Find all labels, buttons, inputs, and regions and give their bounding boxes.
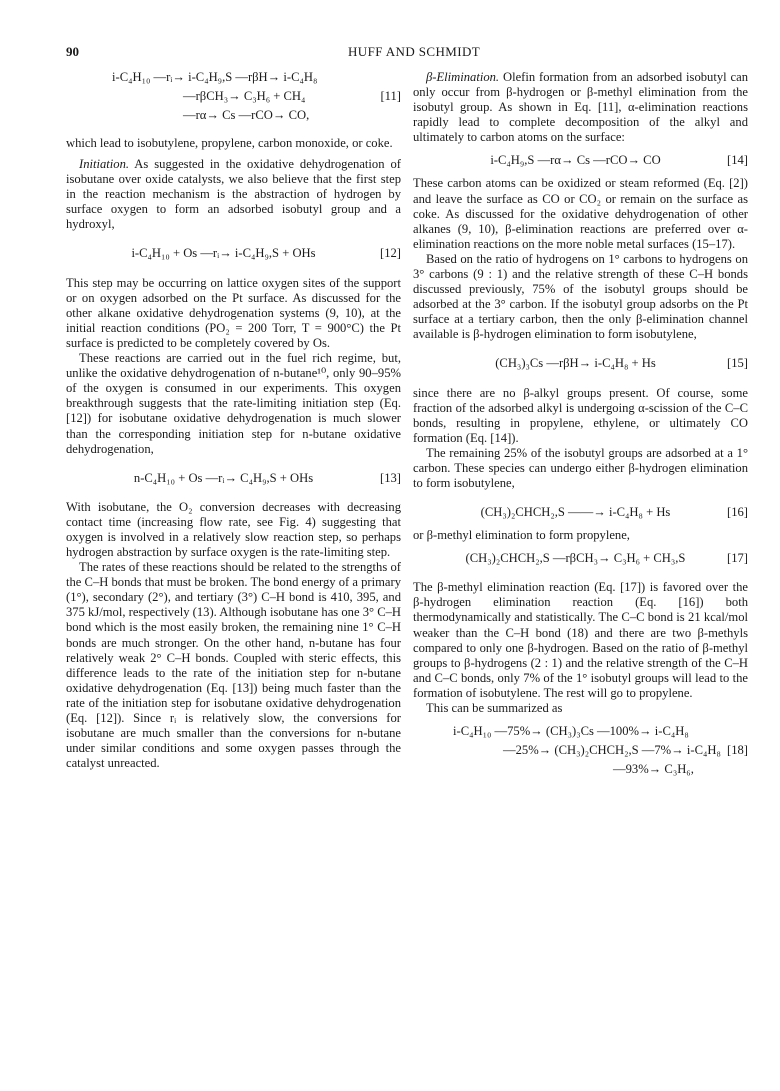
paragraph-text: As suggested in the oxidative dehydrogenation of isobutane over oxide catalysts, we also believe that the first step in the reaction mechanism is the abstraction of hydrogen by surface oxygen to form an adsorbed isobutyl group and a hydroxyl, [66,157,401,232]
equation-11-line-1: i-C₄H₁₀ —rᵢ→ i-C₄H₉,S —rβH→ i-C₄H₈ [112,70,318,84]
equation-17 [413,551,748,566]
equation-12-body: i-C₄H₁₀ + Os —rᵢ→ i-C₄H₉,S + OHs [131,246,316,261]
paragraph: or β-methyl elimination to form propylene, [413,528,630,543]
paragraph: Based on the ratio of hydrogens on 1° carbons to hydrogens on 3° carbons (9 : 1) and the relative strength of these C–H bonds discussed previously, 75% of the isobutyl groups should be adsorbed at the 3° carbon. If the isobutyl group adsorbs on the Pt surface at a tertiary carbon, then the only β-elimination channel available is β-hydrogen elimination to form isobutylene, [413,251,748,342]
equation-15-body: (CH₃)₃Cs —rβH→ i-C₄H₈ + Hs [495,356,656,371]
paragraph: The rates of these reactions should be related to the strengths of the C–H bonds that must be broken. The bond energy of a primary (1°), secondary (2°), and tertiary (3°) C–H bond is 410, 395, and 375 kJ/mol, respectively (13). Although isobutane has one 3° C–H bond which is the most easily broken, the remaining nine 1° C–H bonds are much stronger. On the other hand, n-butane has four relatively weak 2° C–H bonds. Coupled with steric effects, this difference leads to the rate of the initiation step for n-butane oxidative dehydrogenation (Eq. [13]) being much faster than the rate of the initiation step for isobutane oxidative dehydrogenation (Eq. [12]). Since rᵢ is relatively slow, the conversions for isobutane are much smaller than the conversions for n-butane under similar conditions and some oxygen passes through the catalyst unreacted. [66,560,401,771]
paragraph: This can be summarized as [426,701,563,715]
paragraph: The β-methyl elimination reaction (Eq. [17]) is favored over the β-hydrogen elimination reaction (Eq. [16]) both thermodynamically and statistically. The C–C bond is 21 kcal/mol weaker than the C–H bond (18) and there are two β-methyls compared to only one β-hydrogen. Based on the ratio of β-methyl groups to β-hydrogens (2 : 1) and the relative strength of the C–H and C–C bonds, only 7% of the 1° isobutyl groups will lead to the formation of isobutylene. The rest will go to propylene. [413,580,748,700]
equation-11 [66,70,401,128]
left-column [66,70,401,771]
paragraph-beta-elimination [413,70,748,145]
paragraph-text: Olefin formation from an adsorbed isobutyl can only occur from β-hydrogen or β-methyl elimination from the isobutyl group. As shown in Eq. [11], α-elimination reactions rapidly lead to complete decomposition of the alkyl and ultimately to carbon atoms on the surface: [413,70,748,145]
equation-18-line-2: —25%→ (CH₃)₂CHCH₂,S —7%→ i-C₄H₈ [503,743,721,758]
page-number: 90 [66,44,79,59]
paragraph: With isobutane, the O₂ conversion decreases with decreasing contact time (increasing flow rate, see Fig. 4) suggesting that oxygen is involved in a relatively slow reaction step, so perhaps hydrogen abstraction by surface oxygen is the rate-limiting step. [66,499,401,559]
equation-14 [413,153,748,168]
equation-18 [413,724,748,782]
equation-12-number: [12] [380,246,401,261]
equation-16-number: [16] [727,505,748,520]
running-head: HUFF AND SCHMIDT [348,44,481,59]
equation-18-number: [18] [727,743,748,758]
paragraph: This step may be occurring on lattice oxygen sites of the support or on oxygen adsorbed on the Pt surface. As discussed for the other alkane oxidative dehydrogenation systems (9, 10), at the initial reaction conditions (PO₂ = 200 Torr, T = 900°C) the Pt surface is predicted to be completely covered by Os. [66,275,401,350]
equation-13 [66,471,401,486]
equation-14-number: [14] [727,153,748,168]
equation-17-number: [17] [727,551,748,566]
paragraph-initiation [66,157,401,232]
paragraph: which lead to isobutylene, propylene, carbon monoxide, or coke. [66,136,393,150]
equation-15 [413,357,748,372]
paragraph: The remaining 25% of the isobutyl groups are adsorbed at a 1° carbon. These species can undergo either β-hydrogen elimination to form isobutylene, [413,445,748,491]
equation-13-body: n-C₄H₁₀ + Os —rᵢ→ C₄H₉,S + OHs [133,470,314,485]
equation-18-line-3: —93%→ C₃H₆, [613,762,694,777]
right-column [413,70,748,782]
equation-14-body: i-C₄H₉,S —rα→ Cs —rCO→ CO [490,153,661,168]
paragraph: since there are no β-alkyl groups present. Of course, some fraction of the adsorbed alkyl is undergoing α-scission of the C–C bonds, resulting in propylene, ethylene, or ultimately CO formation (Eq. [14]). [413,385,748,445]
section-heading: Initiation. [79,157,130,172]
equation-16-body: (CH₃)₂CHCH₂,S ——→ i-C₄H₈ + Hs [480,505,671,520]
equation-12 [66,247,401,262]
equation-11-number: [11] [380,89,401,103]
section-heading: β-Elimination. [426,70,500,84]
equation-11-line-3: —rα→ Cs —rCO→ CO, [183,108,310,122]
equation-15-number: [15] [727,356,748,371]
equation-17-body: (CH₃)₂CHCH₂,S —rβCH₃→ C₃H₆ + CH₃,S [465,551,686,566]
paragraph: These carbon atoms can be oxidized or steam reformed (Eq. [2]) and leave the surface as CO or CO₂ or remain on the surface as coke. As discussed for the oxidative dehydrogenation of other alkanes (9, 10), β-elimination reactions are preferred over α-elimination reactions on the more noble metal surfaces (15–17). [413,176,748,251]
equation-13-number: [13] [380,470,401,485]
equation-11-line-2: —rβCH₃→ C₃H₆ + CH₄ [183,89,306,103]
equation-16 [413,505,748,520]
paragraph: These reactions are carried out in the fuel rich regime, but, unlike the oxidative dehydrogenation of n-butane¹⁰, only 90–95% of the oxygen is consumed in our experiments. This oxygen breakthrough suggests that the rate-limiting initiation step (Eq. [12]) for isobutane oxidative dehydrogenation is much slower than the corresponding initiation step for n-butane oxidative dehydrogenation, [66,351,401,456]
equation-18-line-1: i-C₄H₁₀ —75%→ (CH₃)₃Cs —100%→ i-C₄H₈ [453,724,689,739]
